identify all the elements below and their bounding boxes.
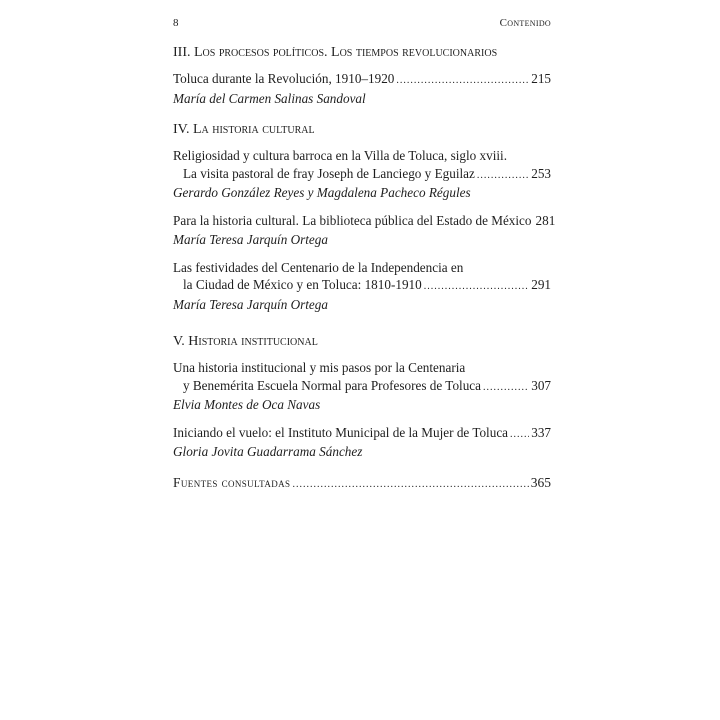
entry-page-number: 253 xyxy=(531,165,551,181)
entry-title-line xyxy=(173,377,551,397)
entry-page-number: 215 xyxy=(531,71,551,86)
entry-title-line xyxy=(173,212,556,232)
fuentes-label: Fuentes consultadas xyxy=(173,474,291,490)
dot-leader xyxy=(477,167,529,185)
entry-author: Elvia Montes de Oca Navas xyxy=(173,397,321,412)
entry-title: Iniciando el vuelo: el Instituto Municipal de la Mujer de Toluca xyxy=(173,424,509,440)
toc-entry xyxy=(173,212,556,249)
entry-title-line xyxy=(173,165,551,185)
page-header xyxy=(173,17,551,33)
entry-title: Toluca durante la Revolución, 1910–1920 xyxy=(173,71,395,86)
toc-entry xyxy=(173,359,551,414)
toc-entry xyxy=(173,259,551,314)
toc-entry xyxy=(173,424,551,461)
toc-entry xyxy=(173,147,551,202)
entry-title-line xyxy=(173,70,551,90)
entry-title-continued: La visita pastoral de fray Joseph de Lanciego y Eguilaz xyxy=(183,165,475,181)
section-heading: IV. La historia cultural xyxy=(173,122,315,137)
dot-leader xyxy=(424,278,529,296)
entry-page-number: 281 xyxy=(535,212,556,228)
fuentes-page-number: 365 xyxy=(530,474,551,490)
dot-leader xyxy=(483,379,529,397)
toc-entry-fuentes xyxy=(173,475,551,491)
toc-section-iii xyxy=(173,44,551,107)
entry-author: María Teresa Jarquín Ortega xyxy=(173,232,328,247)
entry-title: Las festividades del Centenario de la Independencia en xyxy=(173,259,464,275)
entry-page-number: 337 xyxy=(531,424,551,440)
toc-section-v xyxy=(173,333,551,461)
section-heading: III. Los procesos políticos. Los tiempos revolucionarios xyxy=(173,45,498,60)
running-head: Contenido xyxy=(499,17,551,29)
toc-entry xyxy=(173,70,551,107)
entry-author: Gerardo González Reyes y Magdalena Pacheco Régules xyxy=(173,185,471,200)
entry-title: Para la historia cultural. La biblioteca pública del Estado de México xyxy=(173,212,532,228)
entry-title-continued: la Ciudad de México y en Toluca: 1810-1910 xyxy=(183,277,422,292)
page-number: 8 xyxy=(173,17,179,29)
entry-title-line xyxy=(173,276,551,296)
section-heading: V. Historia institucional xyxy=(173,334,318,349)
entry-author: María del Carmen Salinas Sandoval xyxy=(173,90,366,106)
dot-leader xyxy=(396,72,529,90)
table-of-contents xyxy=(173,44,556,491)
entry-page-number: 307 xyxy=(531,377,551,393)
dot-leader xyxy=(510,426,529,444)
entry-author: Gloria Jovita Guadarrama Sánchez xyxy=(173,444,363,459)
entry-title: Religiosidad y cultura barroca en la Villa de Toluca, siglo xviii. xyxy=(173,148,507,163)
dot-leader xyxy=(292,479,528,490)
entry-title-continued: y Benemérita Escuela Normal para Profesores de Toluca xyxy=(183,377,481,393)
entry-title-line xyxy=(173,424,551,444)
entry-title: Una historia institucional y mis pasos por la Centenaria xyxy=(173,360,466,375)
entry-page-number: 291 xyxy=(531,277,551,292)
toc-section-iv xyxy=(173,121,556,313)
entry-author: María Teresa Jarquín Ortega xyxy=(173,296,328,312)
